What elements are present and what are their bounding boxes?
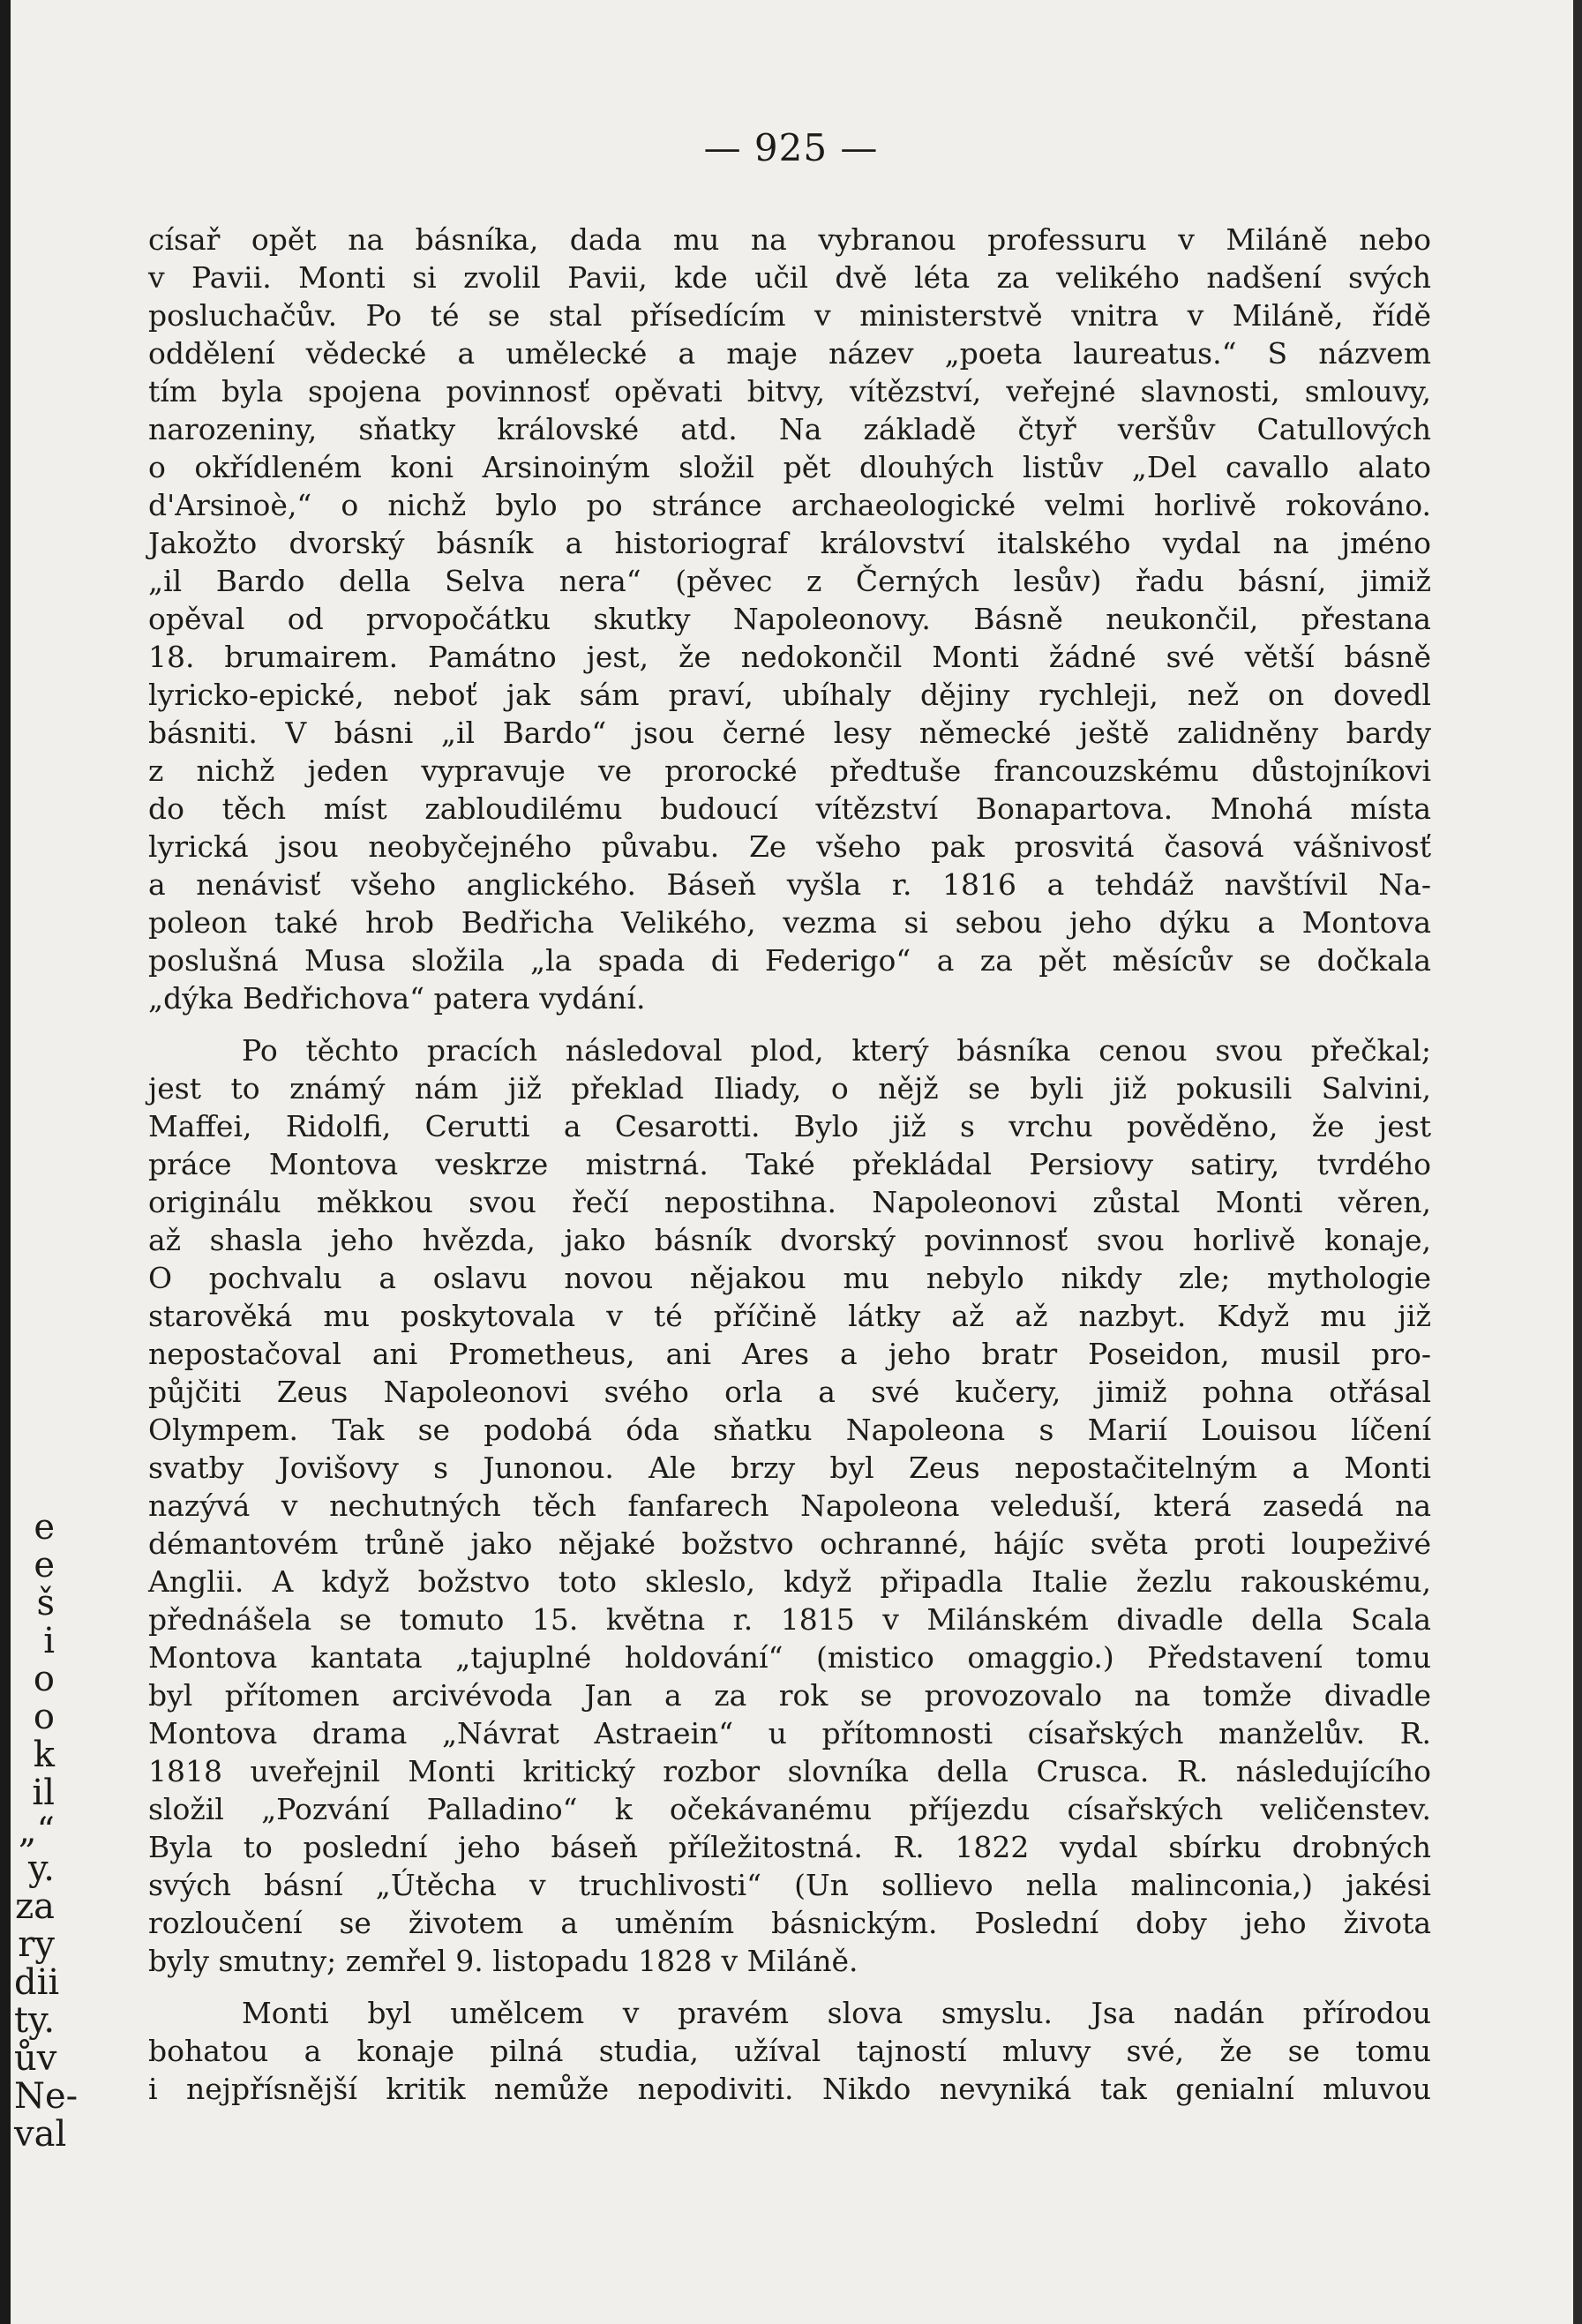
text-line: rozloučení se životem a uměním básnickým. Poslední doby jeho života xyxy=(148,1906,1431,1940)
text-line: lyricko-epické, neboť jak sám praví, ubíhaly dějiny rychleji, než on dovedl xyxy=(148,678,1431,712)
text-line: Maffei, Ridolfi, Cerutti a Cesarotti. Bylo již s vrchu pověděno, že jest xyxy=(148,1109,1431,1143)
adjacent-fragment-line: ry xyxy=(18,1924,55,1965)
text-line: jest to známý nám již překlad Iliady, o nějž se byli již pokusili Salvini, xyxy=(148,1071,1431,1106)
text-line: svých básní „Útěcha v truchlivosti“ (Un sollievo nella malinconia,) jakési xyxy=(148,1868,1431,1902)
text-line: „il Bardo della Selva nera“ (pěvec z Černých lesův) řadu básní, jimiž xyxy=(148,564,1431,598)
adjacent-fragment-line: o xyxy=(33,1659,55,1699)
text-line: do těch míst zabloudilému budoucí vítězství Bonapartova. Mnohá místa xyxy=(148,791,1431,826)
adjacent-fragment-line: ův xyxy=(14,2038,57,2079)
text-line: i nejpřísnější kritik nemůže nepodiviti. Nikdo nevyniká tak genialní mluvou xyxy=(148,2072,1431,2106)
adjacent-fragment-line: Ne- xyxy=(14,2076,79,2117)
left-gutter xyxy=(0,0,11,2324)
body-text xyxy=(148,221,1431,2108)
text-line: poslušná Musa složila „la spada di Federigo“ a za pět měsícův se dočkala xyxy=(148,943,1431,978)
text-line: 1818 uveřejnil Monti kritický rozbor slovníka della Crusca. R. následujícího xyxy=(148,1754,1431,1788)
adjacent-fragment-line: e xyxy=(34,1545,55,1586)
text-line: z nichž jeden vypravuje ve prorocké předtuše francouzskému důstojníkovi xyxy=(148,753,1431,788)
adjacent-fragment-line: k xyxy=(33,1735,55,1775)
text-line: o okřídleném koni Arsinoiným složil pět dlouhých listův „Del cavallo alato xyxy=(148,450,1431,484)
text-line: Montova drama „Návrat Astraein“ u přítomnosti císařských manželův. R. xyxy=(148,1716,1431,1750)
paragraph-gap xyxy=(148,1980,1431,1994)
text-line: nazývá v nechutných těch fanfarech Napoleona veleduší, která zasedá na xyxy=(148,1488,1431,1523)
paragraph xyxy=(148,221,1431,1017)
adjacent-fragment-line: š xyxy=(36,1583,55,1623)
adjacent-fragment-line: i xyxy=(43,1621,55,1661)
adjacent-fragment-line: „“ xyxy=(18,1810,55,1851)
text-line: démantovém trůně jako nějaké božstvo ochranné, hájíc světa proti loupeživé xyxy=(148,1526,1431,1561)
text-line: svatby Jovišovy s Junonou. Ale brzy byl Zeus nepostačitelným a Monti xyxy=(148,1451,1431,1485)
text-line: složil „Pozvání Palladino“ k očekávanému příjezdu císařských veličenstev. xyxy=(148,1792,1431,1826)
adjacent-fragment-line: o xyxy=(33,1697,55,1737)
text-line: až shasla jeho hvězda, jako básník dvorský povinnosť svou horlivě konaje, xyxy=(148,1223,1431,1257)
text-line: přednášela se tomuto 15. května r. 1815 v Milánském divadle della Scala xyxy=(148,1602,1431,1637)
adjacent-fragment-line: val xyxy=(14,2114,67,2155)
text-line: opěval od prvopočátku skutky Napoleonovy. Básně neukončil, přestana xyxy=(148,602,1431,636)
paragraph-gap xyxy=(148,1017,1431,1031)
paragraph xyxy=(148,1031,1431,1980)
text-line: 18. brumairem. Památno jest, že nedokončil Monti žádné své větší básně xyxy=(148,640,1431,674)
text-line: oddělení vědecké a umělecké a maje název „poeta laureatus.“ S názvem xyxy=(148,336,1431,371)
text-line: narozeniny, sňatky královské atd. Na základě čtyř veršův Catullových xyxy=(148,412,1431,446)
text-line: Byla to poslední jeho báseň příležitostná. R. 1822 vydal sbírku drobných xyxy=(148,1830,1431,1864)
text-line: tím byla spojena povinnosť opěvati bitvy, vítězství, veřejné slavnosti, smlouvy, xyxy=(148,374,1431,409)
text-line: „dýka Bedřichova“ patera vydání. xyxy=(148,981,646,1016)
adjacent-fragment-line: il xyxy=(32,1773,55,1813)
text-line: Jakožto dvorský básník a historiograf království italského vydal na jméno xyxy=(148,526,1431,560)
page-number: — 925 — xyxy=(703,126,879,169)
text-line: posluchačův. Po té se stal přísedícím v ministerstvě vnitra v Miláně, řídě xyxy=(148,298,1431,333)
text-line: práce Montova veskrze mistrná. Také překládal Persiovy satiry, tvrdého xyxy=(148,1147,1431,1181)
adjacent-fragment-line: ty. xyxy=(14,2000,56,2041)
adjacent-fragment-line: za xyxy=(15,1886,55,1927)
text-line: bohatou a konaje pilná studia, užíval tajností mluvy své, že se tomu xyxy=(148,2034,1431,2068)
adjacent-fragment-line: dii xyxy=(14,1962,60,2003)
text-line: Anglii. A když božstvo toto skleslo, když připadla Italie žezlu rakouskému, xyxy=(148,1564,1431,1599)
text-line: půjčiti Zeus Napoleonovi svého orla a své kučery, jimiž pohna otřásal xyxy=(148,1375,1431,1409)
text-line: O pochvalu a oslavu novou nějakou mu nebylo nikdy zle; mythologie xyxy=(148,1261,1431,1295)
adjacent-fragment-line: e xyxy=(34,1507,55,1548)
text-line: nepostačoval ani Prometheus, ani Ares a jeho bratr Poseidon, musil pro- xyxy=(148,1337,1431,1371)
text-line: Olympem. Tak se podobá óda sňatku Napoleona s Marií Louisou líčení xyxy=(148,1413,1431,1447)
text-line: poleon také hrob Bedřicha Velikého, vezma si sebou jeho dýku a Montova xyxy=(148,905,1431,940)
text-line: Montova kantata „tajuplné holdování“ (mistico omaggio.) Představení tomu xyxy=(148,1640,1431,1675)
text-line: císař opět na básníka, dada mu na vybranou professuru v Miláně nebo xyxy=(148,222,1431,257)
text-line: originálu měkkou svou řečí nepostihna. Napoleonovi zůstal Monti věren, xyxy=(148,1185,1431,1219)
text-line: Po těchto pracích následoval plod, který básníka cenou svou přečkal; xyxy=(242,1033,1431,1068)
text-line: a nenávisť všeho anglického. Báseň vyšla r. 1816 a tehdáž navštívil Na- xyxy=(148,867,1431,902)
paragraph xyxy=(148,1994,1431,2108)
text-line: d'Arsinoè,“ o nichž bylo po stránce archaeologické velmi horlivě rokováno. xyxy=(148,488,1431,522)
adjacent-fragment-line: y. xyxy=(28,1848,55,1889)
right-edge xyxy=(1573,0,1582,2324)
adjacent-page-fragment xyxy=(14,1507,79,2155)
text-line: byl přítomen arcivévoda Jan a za rok se provozovalo na tomže divadle xyxy=(148,1678,1431,1713)
text-line: Monti byl umělcem v pravém slova smyslu. Jsa nadán přírodou xyxy=(242,1996,1431,2030)
text-line: lyrická jsou neobyčejného půvabu. Ze všeho pak prosvitá časová vášnivosť xyxy=(148,829,1431,864)
text-line: byly smutny; zemřel 9. listopadu 1828 v Miláně. xyxy=(148,1944,858,1978)
text-line: starověká mu poskytovala v té příčině látky až až nazbyt. Když mu již xyxy=(148,1299,1431,1333)
text-line: básniti. V básni „il Bardo“ jsou černé lesy německé ještě zalidněny bardy xyxy=(148,716,1431,750)
text-line: v Pavii. Monti si zvolil Pavii, kde učil dvě léta za velikého nadšení svých xyxy=(148,260,1431,295)
